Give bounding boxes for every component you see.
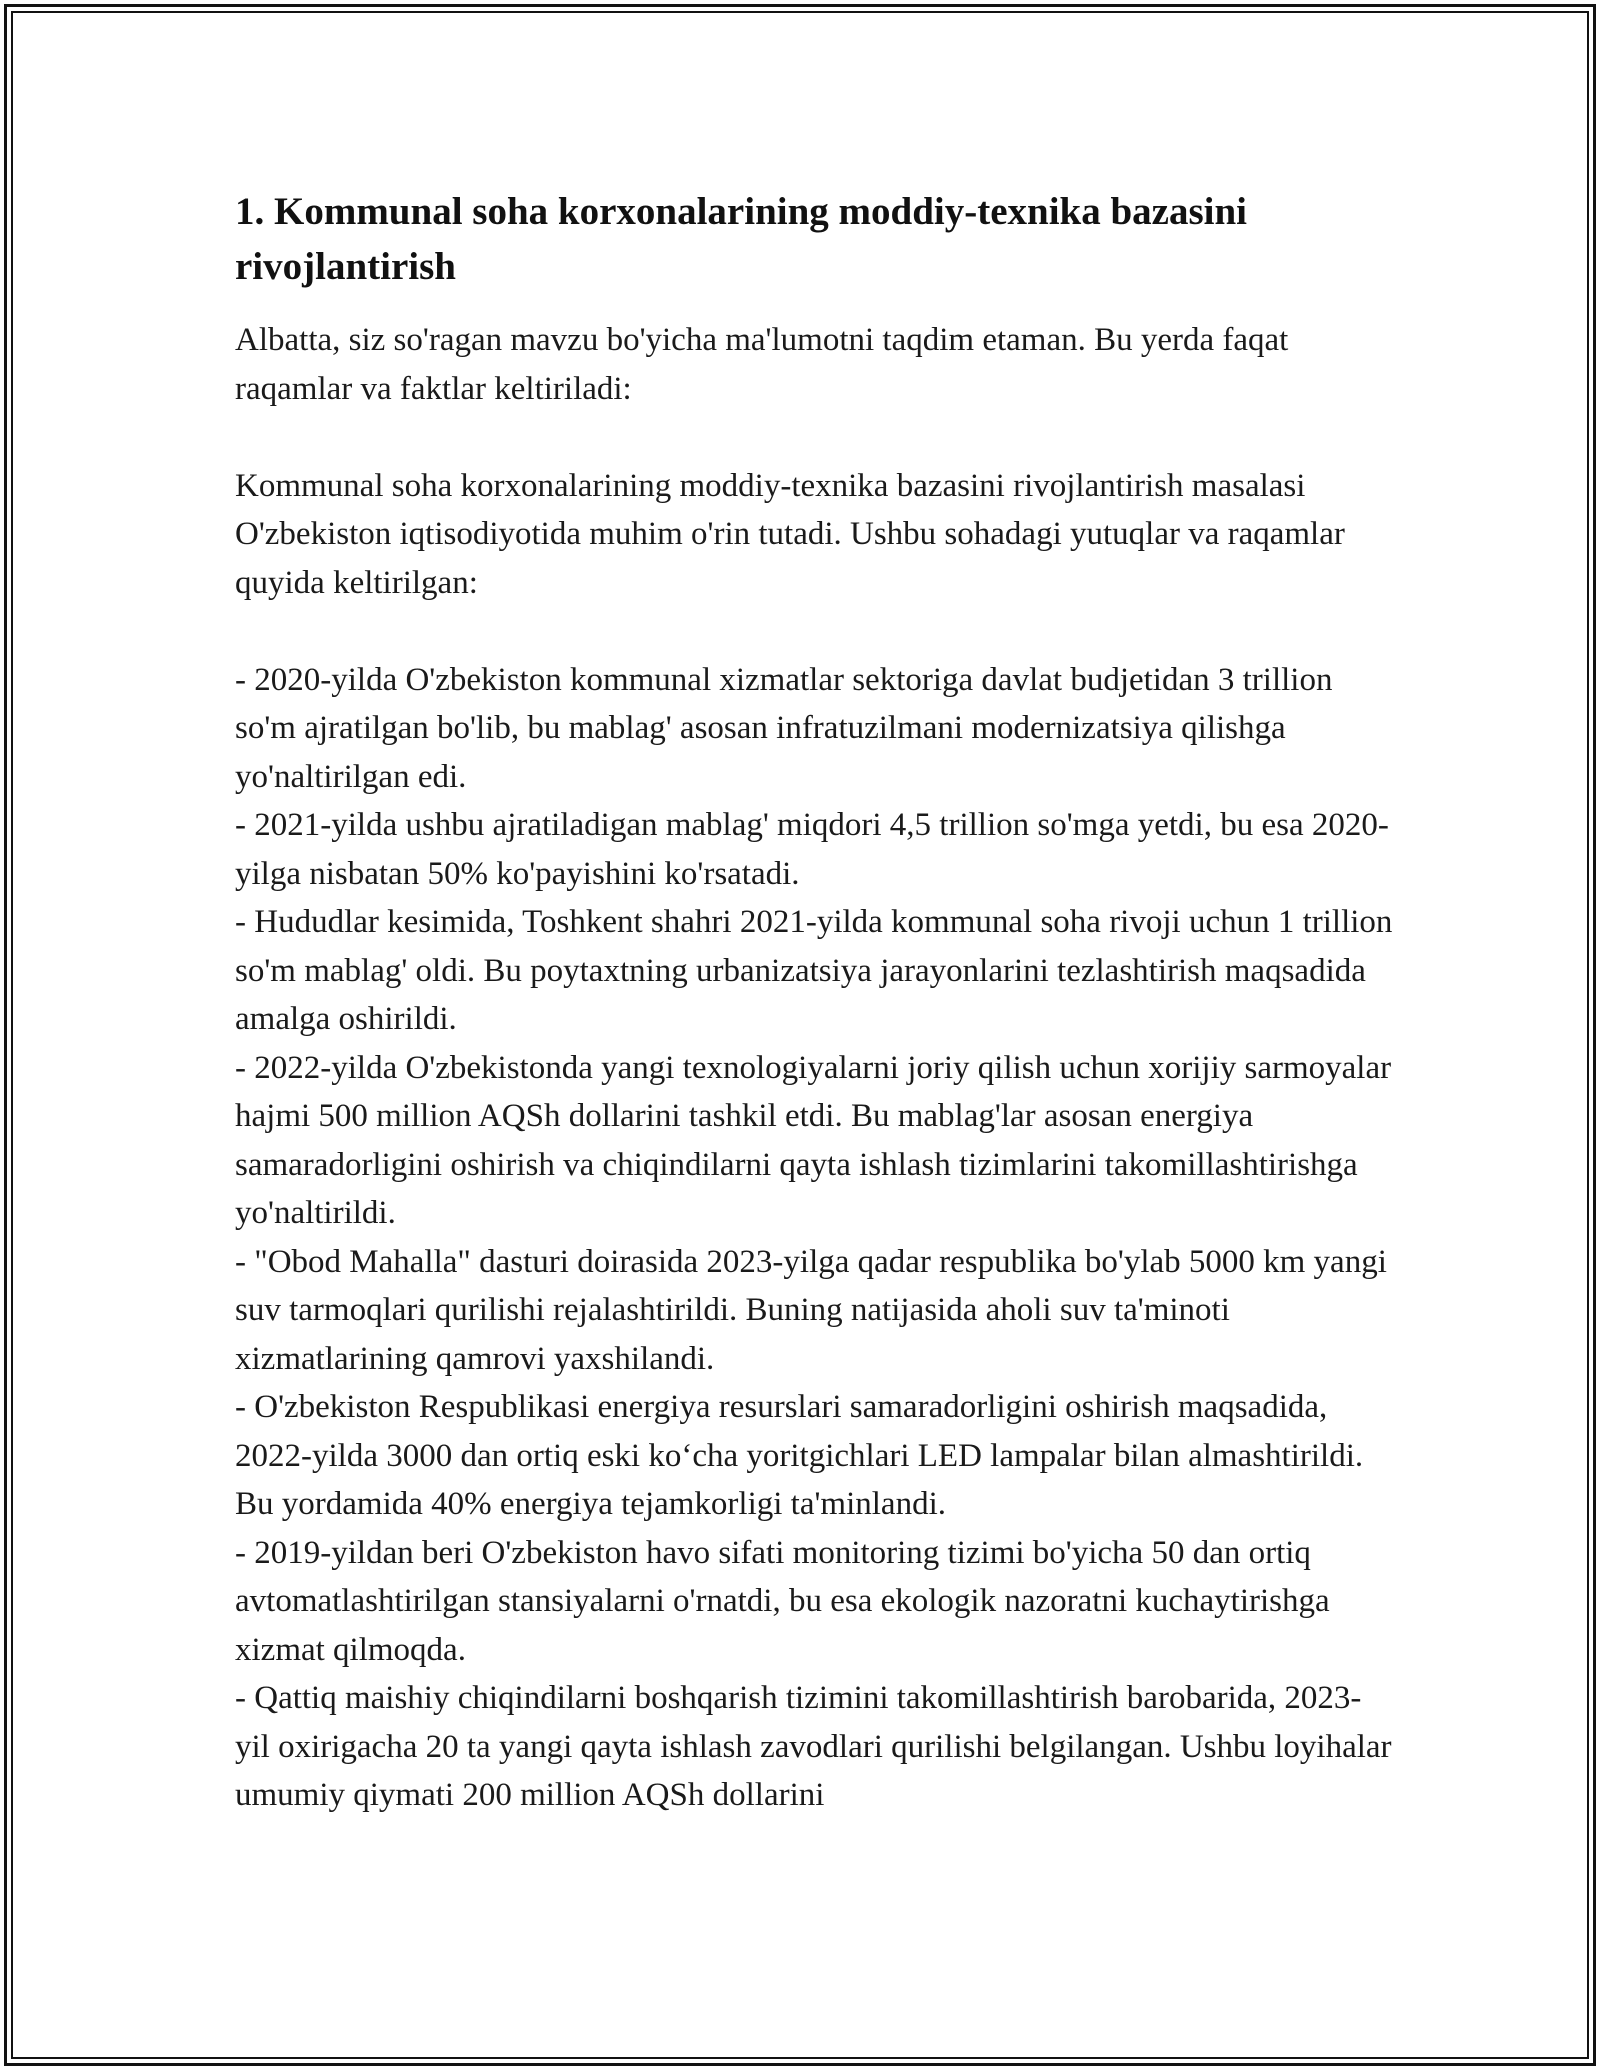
- fact-item: - 2022-yilda O'zbekistonda yangi texnologiyalarni joriy qilish uchun xorijiy sarmoyalar hajmi 500 million AQSh dollarini tashkil etdi. Bu mablag'lar asosan energiya samaradorligini oshirish va chiqindilarni qayta ishlash tizimlarini takomillashtirishga yo'naltirildi.: [235, 1049, 1392, 1231]
- fact-item: - Qattiq maishiy chiqindilarni boshqarish tizimini takomillashtirish barobarida, 2023-yil oxirigacha 20 ta yangi qayta ishlash zavodlari qurilishi belgilangan. Ushbu loyihalar umumiy qiymati 200 million AQSh dollarini: [235, 1680, 1392, 1813]
- paragraph-spacer: [235, 607, 1395, 656]
- document-body: [235, 184, 1395, 1820]
- fact-list: [235, 656, 1395, 1820]
- fact-item: - 2021-yilda ushbu ajratiladigan mablag' miqdori 4,5 trillion so'mga yetdi, bu esa 2020-yilga nisbatan 50% ko'payishini ko'rsatadi.: [235, 807, 1389, 892]
- fact-item: - Hududlar kesimida, Toshkent shahri 2021-yilda kommunal soha rivoji uchun 1 trillion so'm mablag' oldi. Bu poytaxtning urbanizatsiya jarayonlarini tezlashtirish maqsadida amalga oshirildi.: [235, 904, 1393, 1037]
- fact-item: - O'zbekiston Respublikasi energiya resurslari samaradorligini oshirish maqsadida, 2022-yilda 3000 dan ortiq eski ko‘cha yoritgichlari LED lampalar bilan almashtirildi. Bu yordamida 40% energiya tejamkorligi ta'minlandi.: [235, 1389, 1364, 1522]
- intro-paragraph: Albatta, siz so'ragan mavzu bo'yicha ma'lumotni taqdim etaman. Bu yerda faqat raqamlar va faktlar keltiriladi:: [235, 322, 1289, 407]
- context-paragraph: Kommunal soha korxonalarining moddiy-texnika bazasini rivojlantirish masalasi O'zbekiston iqtisodiyotida muhim o'rin tutadi. Ushbu sohadagi yutuqlar va raqamlar quyida keltirilgan:: [235, 467, 1345, 601]
- section-title: 1. Kommunal soha korxonalarining moddiy-texnika bazasini rivojlantirish: [235, 190, 1248, 288]
- fact-item: - 2020-yilda O'zbekiston kommunal xizmatlar sektoriga davlat budjetidan 3 trillion so'm ajratilgan bo'lib, bu mablag' asosan infratuzilmani modernizatsiya qilishga yo'naltirilgan edi.: [235, 661, 1333, 795]
- paragraph-spacer: [235, 413, 1395, 462]
- fact-item: - "Obod Mahalla" dasturi doirasida 2023-yilga qadar respublika bo'ylab 5000 km yangi suv tarmoqlari qurilishi rejalashtirildi. Buning natijasida aholi suv ta'minoti xizmatlarining qamrovi yaxshilandi.: [235, 1243, 1387, 1377]
- fact-item: - 2019-yildan beri O'zbekiston havo sifati monitoring tizimi bo'yicha 50 dan ortiq avtomatlashtirilgan stansiyalarni o'rnatdi, bu esa ekologik nazoratni kuchaytirishga xizmat qilmoqda.: [235, 1534, 1330, 1668]
